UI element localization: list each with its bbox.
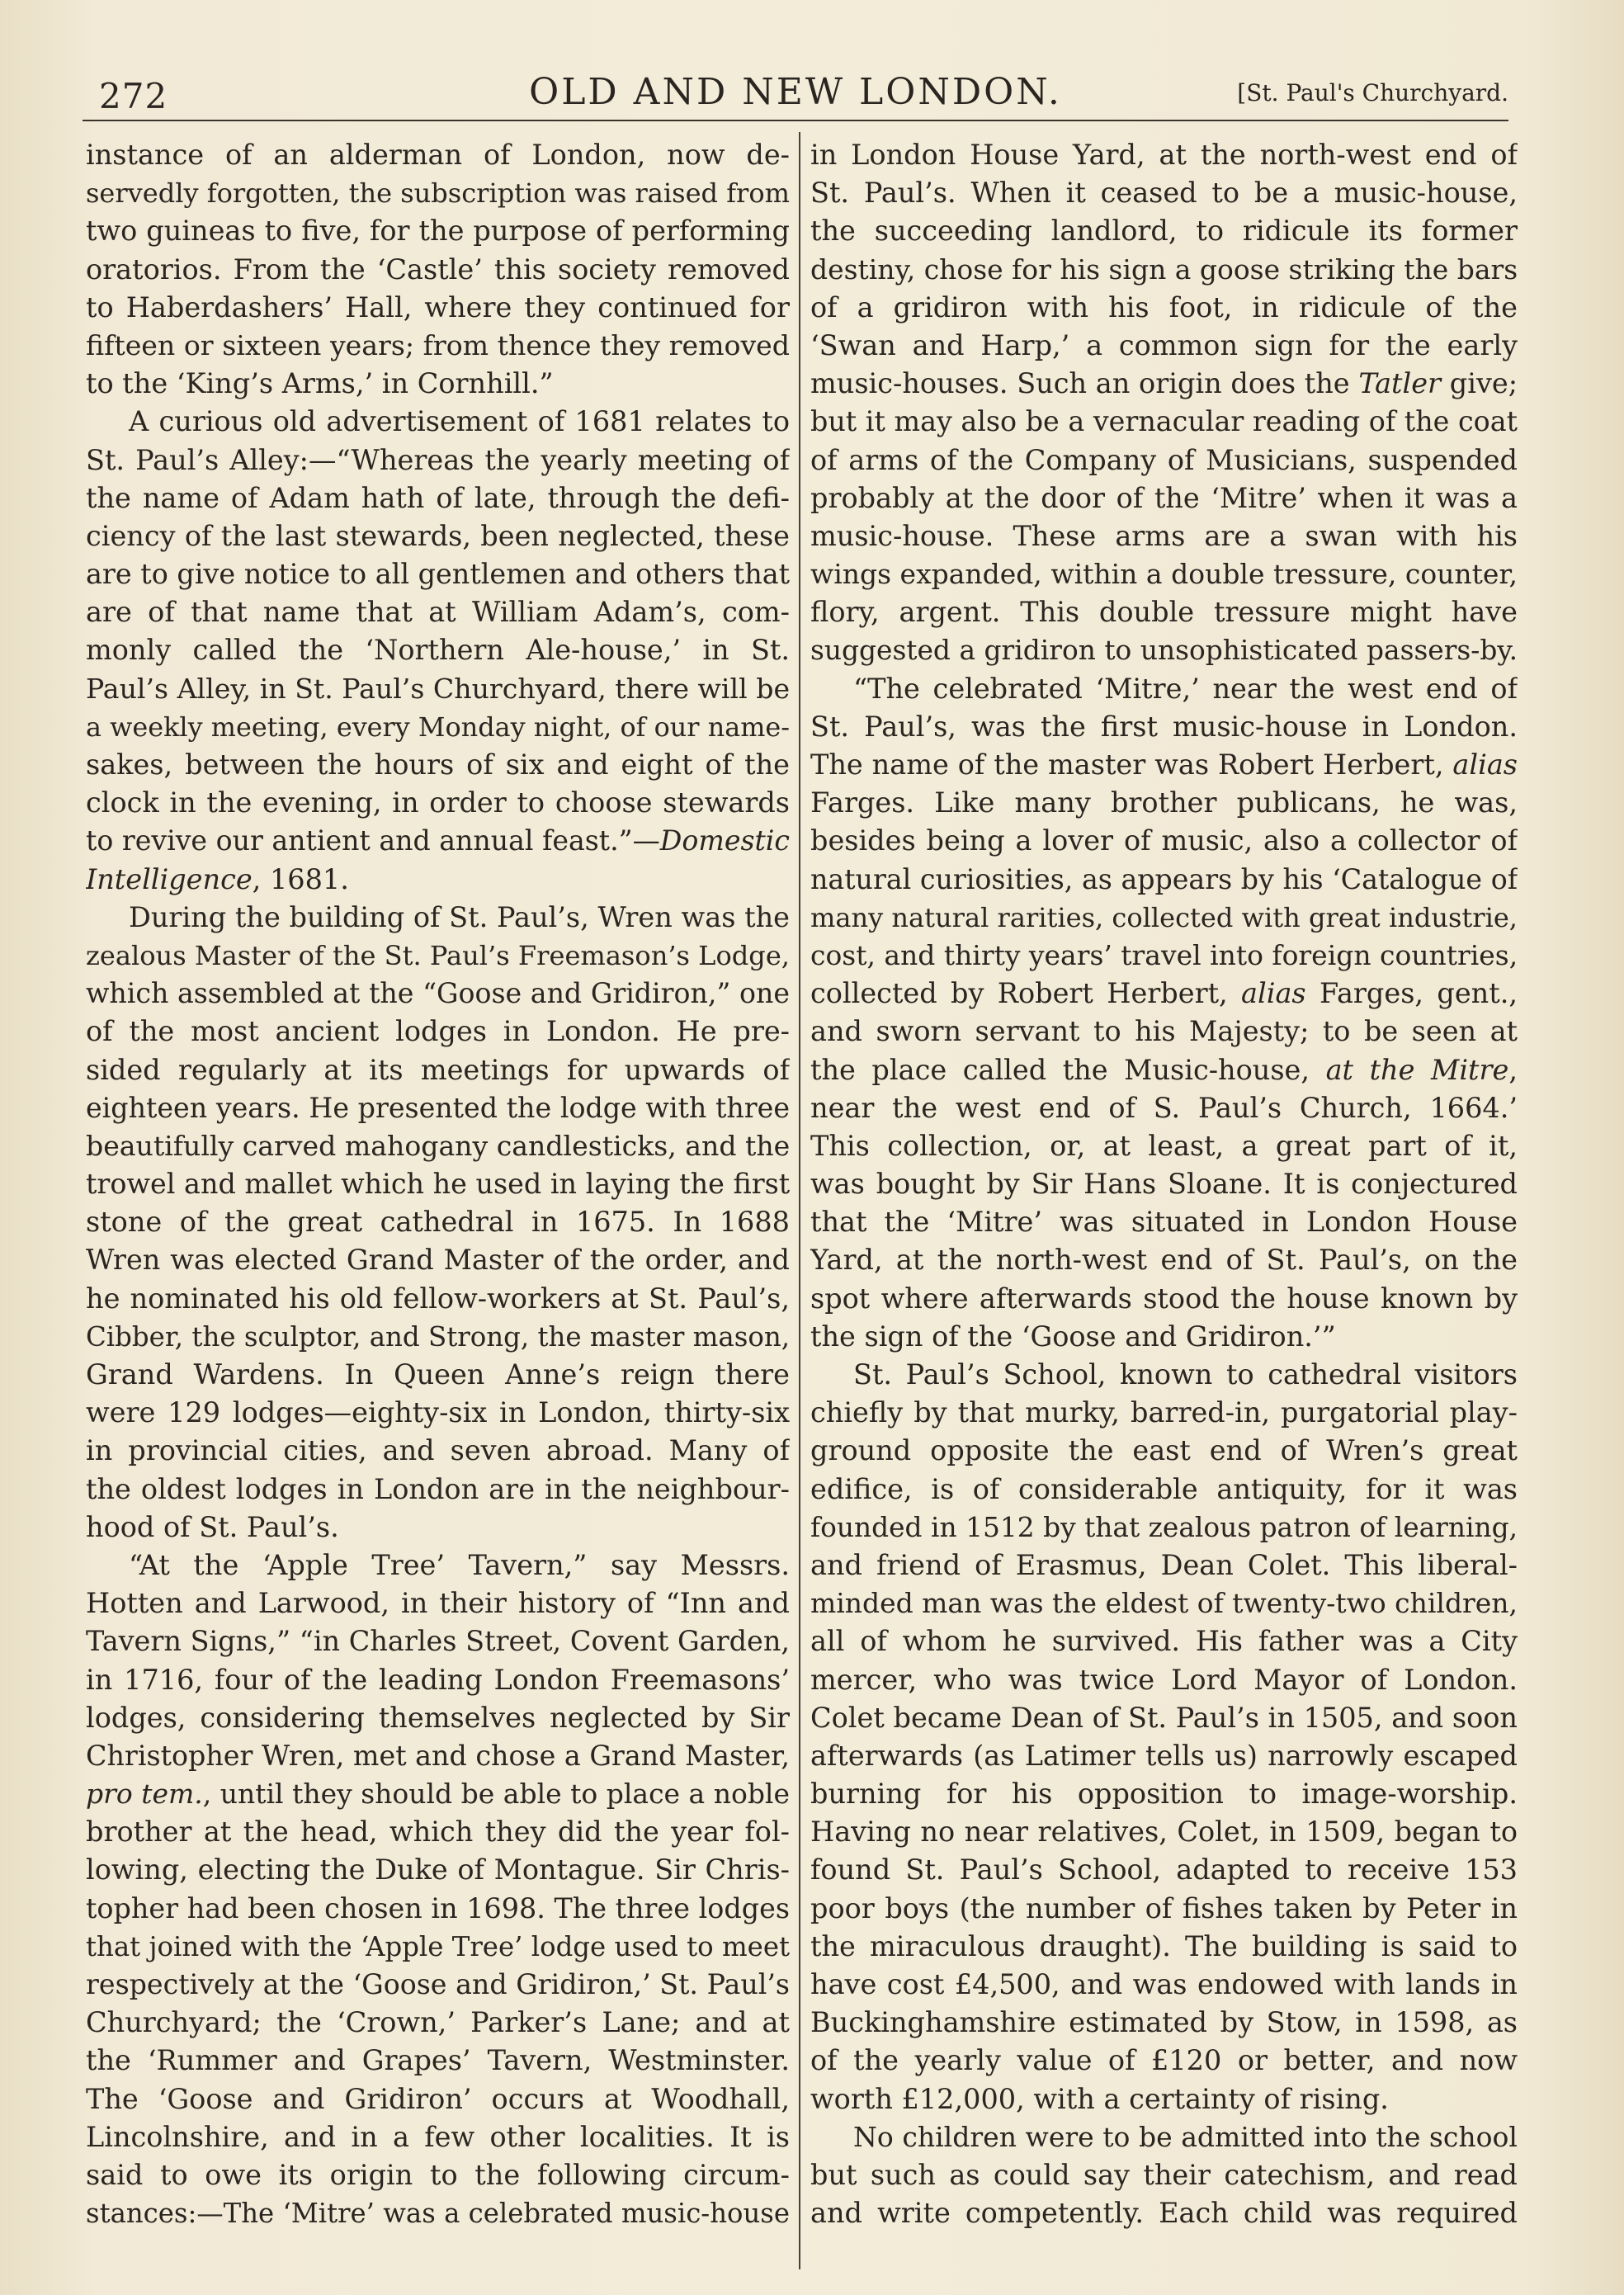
text-line: all of whom he survived. His father was a City <box>810 1625 1518 1658</box>
text-line: pro tem., until they should be able to place a noble <box>86 1778 790 1811</box>
text-line: zealous Master of the St. Paul’s Freemason’s Lodge, <box>86 939 790 971</box>
text-line: ciency of the last stewards, been neglected, these <box>86 519 790 552</box>
text-line: are of that name that at William Adam’s, com- <box>86 596 790 629</box>
text-line: in 1716, four of the leading London Freemasons’ <box>86 1663 790 1696</box>
text-line: the miraculous draught). The building is said to <box>810 1929 1518 1962</box>
text-line: but such as could say their catechism, and read <box>810 2158 1518 2191</box>
text-line: eighteen years. He presented the lodge with three <box>86 1091 790 1124</box>
text-line: fifteen or sixteen years; from thence they removed <box>86 328 790 361</box>
text-line: which assembled at the “Goose and Gridiron,” one <box>86 977 790 1010</box>
header-rule <box>83 120 1508 121</box>
text-line: the succeeding landlord, to ridicule its former <box>810 215 1518 248</box>
text-line: to Haberdashers’ Hall, where they continued for <box>86 290 790 323</box>
text-line: have cost £4,500, and was endowed with lands in <box>810 1968 1518 2000</box>
page-number: 272 <box>99 76 168 116</box>
text-line: beautifully carved mahogany candlesticks, and the <box>86 1129 790 1162</box>
text-line: and write competently. Each child was required <box>810 2197 1518 2230</box>
text-line: monly called the ‘Northern Ale-house,’ in St. <box>86 634 790 667</box>
text-line: edifice, is of considerable antiquity, for it was <box>810 1472 1518 1505</box>
text-line: Colet became Dean of St. Paul’s in 1505, and soon <box>810 1701 1518 1734</box>
text-line: mercer, who was twice Lord Mayor of London. <box>810 1663 1518 1696</box>
text-line: A curious old advertisement of 1681 relates to <box>129 405 790 438</box>
text-line: Churchyard; the ‘Crown,’ Parker’s Lane; and at <box>86 2006 790 2039</box>
text-line: Hotten and Larwood, in their history of “Inn and <box>86 1587 790 1620</box>
text-line: was bought by Sir Hans Sloane. It is conjectured <box>810 1168 1518 1201</box>
text-line: of the most ancient lodges in London. He pre- <box>86 1015 790 1048</box>
text-line: “At the ‘Apple Tree’ Tavern,” say Messrs. <box>129 1548 790 1581</box>
column-divider <box>799 132 800 2269</box>
text-line: topher had been chosen in 1698. The three lodges <box>86 1891 790 1924</box>
text-line: trowel and mallet which he used in laying the first <box>86 1168 790 1201</box>
text-line: Wren was elected Grand Master of the order, and <box>86 1244 790 1277</box>
text-line: oratorios. From the ‘Castle’ this society removed <box>86 253 790 286</box>
text-line: two guineas to five, for the purpose of performing <box>86 215 790 248</box>
text-line: a weekly meeting, every Monday night, of our name- <box>86 711 790 743</box>
text-line: the ‘Rummer and Grapes’ Tavern, Westminster. <box>86 2044 790 2077</box>
text-line: suggested a gridiron to unsophisticated passers-by. <box>810 635 1518 667</box>
text-line: in provincial cities, and seven abroad. Many of <box>86 1434 790 1467</box>
text-line: sided regularly at its meetings for upwards of <box>86 1053 790 1086</box>
text-line: of a gridiron with his foot, in ridicule of the <box>810 290 1518 323</box>
text-line: worth £12,000, with a certainty of rising. <box>810 2082 1389 2115</box>
text-line: St. Paul’s. When it ceased to be a music-house, <box>810 177 1518 210</box>
text-line: Buckinghamshire estimated by Stow, in 1598, as <box>810 2006 1518 2039</box>
text-line: Tavern Signs,” “in Charles Street, Covent Garden, <box>86 1625 790 1658</box>
text-line: but it may also be a vernacular reading of the coat <box>810 405 1518 438</box>
left-column <box>86 136 790 2232</box>
text-line: Grand Wardens. In Queen Anne’s reign there <box>86 1358 790 1391</box>
text-line: Intelligence, 1681. <box>86 862 349 895</box>
text-line: St. Paul’s, was the first music-house in London. <box>810 710 1518 743</box>
text-line: respectively at the ‘Goose and Gridiron,’ St. Paul’s <box>86 1968 790 2000</box>
text-line: the oldest lodges in London are in the neighbour- <box>86 1472 790 1505</box>
text-line: music-house. These arms are a swan with his <box>810 519 1518 552</box>
text-line: brother at the head, which they did the year fol- <box>86 1816 790 1849</box>
text-line: flory, argent. This double tressure might have <box>810 596 1518 629</box>
text-line: to the ‘King’s Arms,’ in Cornhill.” <box>86 367 554 400</box>
text-line: the sign of the ‘Goose and Gridiron.’” <box>810 1320 1336 1353</box>
text-line: and friend of Erasmus, Dean Colet. This liberal- <box>810 1548 1518 1581</box>
text-line: founded in 1512 by that zealous patron of learning, <box>810 1511 1518 1543</box>
text-line: St. Paul’s School, known to cathedral visitors <box>853 1358 1518 1391</box>
text-line: collected by Robert Herbert, alias Farges, gent., <box>810 977 1518 1010</box>
text-line: are to give notice to all gentlemen and others that <box>86 558 790 591</box>
text-line: music-houses. Such an origin does the Tatler give; <box>810 367 1518 400</box>
text-line: instance of an alderman of London, now de- <box>86 139 790 171</box>
text-line: said to owe its origin to the following circum- <box>86 2158 790 2191</box>
text-line: During the building of St. Paul’s, Wren was the <box>129 900 790 933</box>
page-header <box>83 68 1508 125</box>
text-line: that joined with the ‘Apple Tree’ lodge used to meet <box>86 1930 790 1962</box>
text-line: St. Paul’s Alley:—“Whereas the yearly meeting of <box>86 443 790 476</box>
text-line: Having no near relatives, Colet, in 1509, began to <box>810 1816 1518 1849</box>
text-line: of arms of the Company of Musicians, suspended <box>810 443 1518 476</box>
text-line: The ‘Goose and Gridiron’ occurs at Woodhall, <box>86 2082 790 2115</box>
text-line: destiny, chose for his sign a goose striking the bars <box>810 253 1518 286</box>
text-line: poor boys (the number of fishes taken by Peter in <box>810 1891 1518 1924</box>
text-line: of the yearly value of £120 or better, and now <box>810 2044 1518 2077</box>
text-line: Paul’s Alley, in St. Paul’s Churchyard, there will be <box>86 672 790 705</box>
section-tag: [St. Paul's Churchyard. <box>1237 79 1508 106</box>
text-line: The name of the master was Robert Herbert, alias <box>810 748 1518 781</box>
text-line: were 129 lodges—eighty-six in London, thirty-six <box>86 1396 790 1429</box>
text-line: besides being a lover of music, also a collector of <box>810 824 1518 857</box>
text-line: “The celebrated ‘Mitre,’ near the west end of <box>853 672 1518 705</box>
right-column <box>810 136 1518 2232</box>
text-line: in London House Yard, at the north-west end of <box>810 139 1518 171</box>
text-line: Cibber, the sculptor, and Strong, the master mason, <box>86 1320 790 1353</box>
text-line: Christopher Wren, met and chose a Grand Master, <box>86 1739 790 1772</box>
text-line: stances:—The ‘Mitre’ was a celebrated music-house <box>86 2198 790 2230</box>
text-line: probably at the door of the ‘Mitre’ when it was a <box>810 481 1518 514</box>
text-line: natural curiosities, as appears by his ‘Catalogue of <box>810 862 1518 895</box>
text-line: hood of St. Paul’s. <box>86 1510 339 1543</box>
text-line: sakes, between the hours of six and eight of the <box>86 748 790 781</box>
text-line: spot where afterwards stood the house known by <box>810 1282 1518 1315</box>
text-line: cost, and thirty years’ travel into foreign countries, <box>810 938 1518 971</box>
text-line: stone of the great cathedral in 1675. In 1688 <box>86 1206 790 1239</box>
text-line: he nominated his old fellow-workers at St. Paul’s, <box>86 1282 790 1315</box>
text-line: lowing, electing the Duke of Montague. Sir Chris- <box>86 1853 790 1887</box>
text-line: the name of Adam hath of late, through the defi- <box>86 481 790 514</box>
text-line: the place called the Music-house, at the Mitre, <box>810 1053 1518 1086</box>
text-line: servedly forgotten, the subscription was raised from <box>86 177 790 210</box>
text-line: chiefly by that murky, barred-in, purgatorial play- <box>810 1396 1518 1429</box>
text-line: and sworn servant to his Majesty; to be seen at <box>810 1015 1518 1048</box>
text-line: minded man was the eldest of twenty-two children, <box>810 1587 1518 1620</box>
text-line: This collection, or, at least, a great part of it, <box>810 1129 1518 1162</box>
text-line: afterwards (as Latimer tells us) narrowly escaped <box>810 1739 1518 1772</box>
text-line: ‘Swan and Harp,’ a common sign for the early <box>810 328 1518 361</box>
text-line: that the ‘Mitre’ was situated in London House <box>810 1206 1518 1239</box>
text-line: Yard, at the north-west end of St. Paul’s, on the <box>810 1244 1518 1277</box>
text-line: burning for his opposition to image-worship. <box>810 1778 1518 1811</box>
text-line: lodges, considering themselves neglected by Sir <box>86 1701 790 1734</box>
text-line: clock in the evening, in order to choose stewards <box>86 786 790 819</box>
text-line: to revive our antient and annual feast.”—Domestic <box>86 824 790 857</box>
text-line: Farges. Like many brother publicans, he was, <box>810 786 1518 819</box>
text-line: No children were to be admitted into the school <box>853 2120 1518 2153</box>
text-line: wings expanded, within a double tressure, counter, <box>810 558 1518 591</box>
running-title: OLD AND NEW LONDON. <box>529 71 1062 113</box>
text-line: Lincolnshire, and in a few other localities. It is <box>86 2120 790 2153</box>
text-line: many natural rarities, collected with great industrie, <box>810 901 1518 933</box>
text-line: found St. Paul’s School, adapted to receive 153 <box>810 1853 1518 1887</box>
text-line: ground opposite the east end of Wren’s great <box>810 1434 1518 1467</box>
text-line: near the west end of S. Paul’s Church, 1664.’ <box>810 1091 1518 1124</box>
